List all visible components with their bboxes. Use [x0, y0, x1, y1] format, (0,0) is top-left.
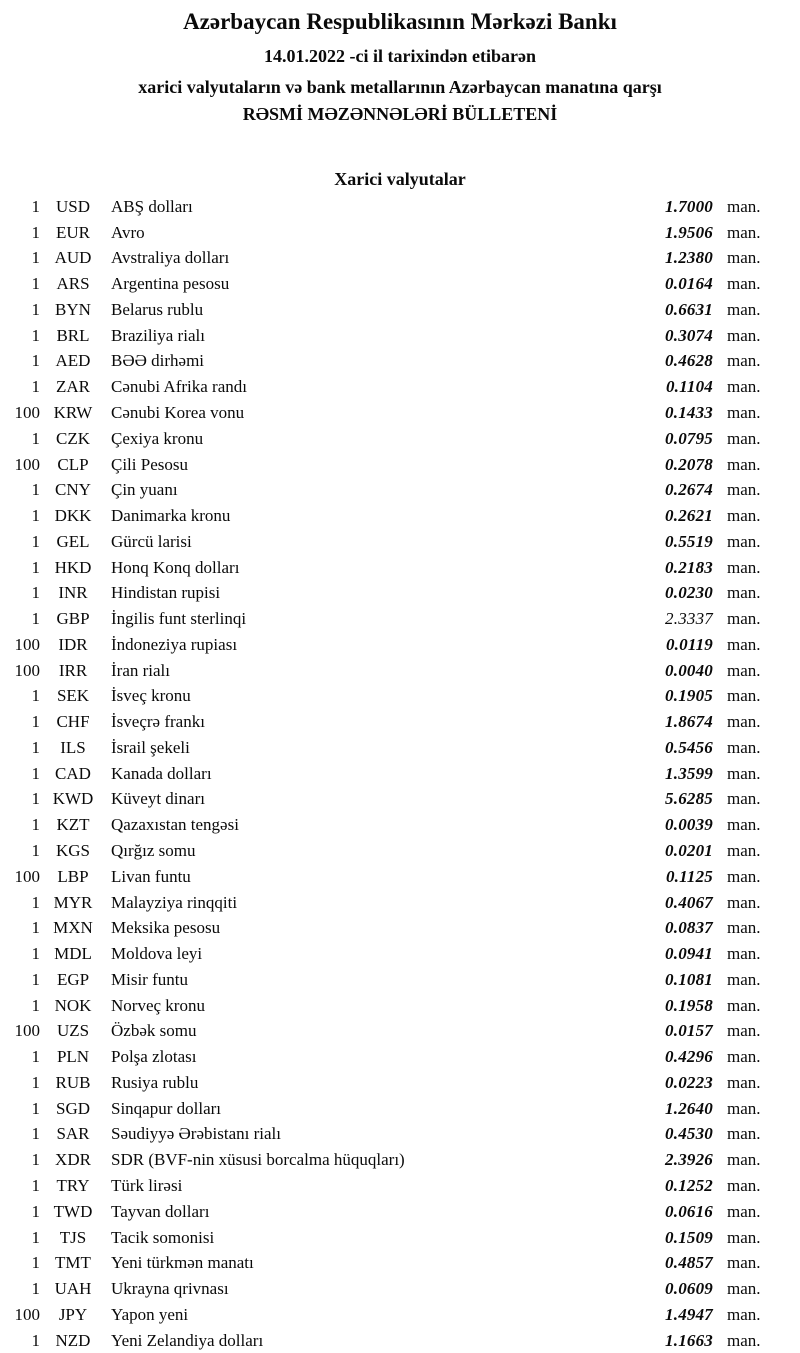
- rate-value: 0.1104: [665, 377, 713, 397]
- table-row: [0, 426, 800, 452]
- table-row: [0, 993, 800, 1019]
- currency-name: Misir funtu: [111, 969, 188, 989]
- quantity: 1: [31, 969, 40, 989]
- table-row: [0, 555, 800, 581]
- unit-label: man.: [727, 1175, 761, 1195]
- quantity: 1: [31, 1253, 40, 1273]
- quantity: 1: [31, 1047, 40, 1067]
- quantity: 1: [31, 506, 40, 526]
- currency-code: NOK: [54, 995, 92, 1015]
- currency-name: Belarus rublu: [111, 299, 204, 319]
- rate-value: 1.2640: [665, 1098, 713, 1118]
- unit-label: man.: [727, 480, 761, 500]
- rate-value: 0.5519: [665, 531, 713, 551]
- quantity: 1: [31, 428, 40, 448]
- quantity: 1: [31, 557, 40, 577]
- quantity: 1: [31, 1098, 40, 1118]
- rate-value: 0.2621: [665, 506, 713, 526]
- rate-value: 0.4857: [665, 1253, 713, 1273]
- currency-code: IDR: [58, 634, 88, 654]
- quantity: 1: [31, 248, 40, 268]
- quantity: 1: [31, 609, 40, 629]
- quantity: 100: [14, 454, 40, 474]
- currency-code: KRW: [53, 403, 93, 422]
- quantity: 100: [14, 634, 40, 654]
- currency-name: Livan funtu: [111, 866, 191, 886]
- quantity: 100: [14, 866, 40, 886]
- quantity: 1: [31, 995, 40, 1015]
- unit-label: man.: [727, 609, 761, 629]
- currency-code: TRY: [56, 1175, 90, 1195]
- currency-code: INR: [58, 583, 88, 603]
- currency-code: SAR: [56, 1124, 90, 1144]
- currency-code: USD: [55, 196, 90, 216]
- rate-value: 2.3337: [665, 609, 713, 629]
- currency-code: BRL: [56, 325, 90, 345]
- rate-value: 0.1905: [665, 686, 713, 706]
- currency-code: PLN: [56, 1047, 90, 1067]
- document-header: [0, 0, 800, 125]
- bulletin-title: RƏSMİ MƏZƏNNƏLƏRİ BÜLLETENİ: [242, 104, 558, 124]
- unit-label: man.: [727, 1072, 761, 1092]
- unit-label: man.: [727, 634, 761, 654]
- unit-label: man.: [727, 351, 761, 371]
- quantity: 1: [31, 892, 40, 912]
- quantity: 1: [31, 583, 40, 603]
- currency-code: UAH: [54, 1279, 92, 1299]
- quantity: 1: [31, 377, 40, 397]
- quantity: 1: [31, 274, 40, 294]
- table-row: [0, 967, 800, 993]
- quantity: 1: [31, 1279, 40, 1299]
- quantity: 1: [31, 196, 40, 216]
- currency-name: Küveyt dinarı: [111, 789, 205, 809]
- quantity: 1: [31, 1150, 40, 1170]
- rate-value: 0.5456: [665, 737, 713, 757]
- currency-name: Yeni türkmən manatı: [111, 1253, 254, 1273]
- currency-name: Cənubi Afrika randı: [111, 377, 247, 397]
- unit-label: man.: [727, 763, 761, 783]
- table-row: [0, 1147, 800, 1173]
- quantity: 1: [31, 480, 40, 500]
- unit-label: man.: [727, 737, 761, 757]
- rate-value: 0.0119: [665, 634, 713, 654]
- currency-code: KWD: [52, 789, 94, 809]
- unit-label: man.: [727, 531, 761, 551]
- quantity: 1: [31, 531, 40, 551]
- table-row: [0, 812, 800, 838]
- rate-value: 0.1252: [665, 1175, 713, 1195]
- quantity: 1: [31, 789, 40, 809]
- table-row: [0, 1199, 800, 1225]
- rate-value: 0.0837: [665, 918, 713, 938]
- currency-name: İsveç kronu: [111, 686, 191, 706]
- currency-code: UZS: [56, 1021, 90, 1041]
- unit-label: man.: [727, 1279, 761, 1299]
- currency-code: SGD: [55, 1098, 90, 1118]
- currency-name: İsrail şekeli: [111, 737, 190, 757]
- table-row: [0, 941, 800, 967]
- currency-code: XDR: [55, 1150, 91, 1170]
- unit-label: man.: [727, 1150, 761, 1170]
- unit-label: man.: [727, 403, 761, 422]
- currency-name: İndoneziya rupiası: [111, 634, 238, 654]
- table-row: [0, 529, 800, 555]
- unit-label: man.: [727, 299, 761, 319]
- currency-code: KGS: [55, 841, 90, 861]
- currency-name: Norveç kronu: [111, 995, 205, 1015]
- table-row: [0, 1044, 800, 1070]
- quantity: 1: [31, 1072, 40, 1092]
- rate-value: 5.6285: [665, 789, 713, 809]
- unit-label: man.: [727, 428, 761, 448]
- rate-value: 2.3926: [665, 1150, 713, 1170]
- unit-label: man.: [727, 1304, 761, 1324]
- currency-code: TJS: [59, 1227, 87, 1247]
- table-row: [0, 1328, 800, 1353]
- quantity: 1: [31, 351, 40, 371]
- rate-value: 0.3074: [665, 325, 713, 345]
- currency-code: CHF: [56, 712, 90, 732]
- quantity: 1: [31, 686, 40, 706]
- currency-name: Braziliya rialı: [111, 325, 205, 345]
- table-row: [0, 658, 800, 684]
- rate-value: 1.9506: [665, 222, 713, 242]
- unit-label: man.: [727, 1098, 761, 1118]
- unit-label: man.: [727, 325, 761, 345]
- rate-value: 0.0164: [665, 274, 713, 294]
- currency-name: Rusiya rublu: [111, 1072, 199, 1092]
- currency-code: HKD: [54, 557, 92, 577]
- currency-name: Yapon yeni: [111, 1304, 189, 1324]
- quantity: 1: [31, 325, 40, 345]
- currency-code: KZT: [56, 815, 90, 835]
- currency-code: SEK: [56, 686, 90, 706]
- table-row: [0, 580, 800, 606]
- quantity: 1: [31, 299, 40, 319]
- rate-value: 0.2183: [665, 557, 713, 577]
- currency-name: Özbək somu: [111, 1021, 197, 1041]
- table-row: [0, 452, 800, 478]
- table-row: [0, 503, 800, 529]
- currency-name: Gürcü larisi: [111, 531, 192, 551]
- currency-code: MYR: [53, 892, 93, 912]
- currency-code: GBP: [56, 609, 90, 629]
- unit-label: man.: [727, 1124, 761, 1144]
- rate-value: 0.1125: [665, 866, 713, 886]
- unit-label: man.: [727, 815, 761, 835]
- currency-code: JPY: [58, 1304, 88, 1324]
- rate-value: 0.4296: [665, 1047, 713, 1067]
- currency-code: EUR: [56, 222, 90, 242]
- currency-code: AED: [55, 351, 91, 371]
- currency-name: Meksika pesosu: [111, 918, 221, 938]
- rate-value: 0.4628: [665, 351, 713, 371]
- currency-code: TWD: [53, 1201, 93, 1221]
- rate-value: 0.0039: [665, 815, 713, 835]
- rate-value: 0.0223: [665, 1072, 713, 1092]
- table-row: [0, 864, 800, 890]
- unit-label: man.: [727, 841, 761, 861]
- unit-label: man.: [727, 557, 761, 577]
- currency-name: Türk lirəsi: [111, 1175, 183, 1195]
- unit-label: man.: [727, 866, 761, 886]
- table-row: [0, 1019, 800, 1045]
- currency-code: BYN: [55, 299, 91, 319]
- table-row: [0, 1276, 800, 1302]
- rate-value: 0.0201: [665, 841, 713, 861]
- table-row: [0, 709, 800, 735]
- currency-name: Çexiya kronu: [111, 428, 204, 448]
- currency-name: Polşa zlotası: [111, 1047, 197, 1067]
- unit-label: man.: [727, 248, 761, 268]
- unit-label: man.: [727, 995, 761, 1015]
- unit-label: man.: [727, 1201, 761, 1221]
- table-row: [0, 1225, 800, 1251]
- rate-value: 0.1958: [665, 995, 713, 1015]
- rate-value: 0.1081: [665, 969, 713, 989]
- unit-label: man.: [727, 712, 761, 732]
- table-row: [0, 606, 800, 632]
- rate-value: 0.4067: [665, 892, 713, 912]
- currency-name: SDR (BVF-nin xüsusi borcalma hüquqları): [111, 1150, 405, 1170]
- unit-label: man.: [727, 918, 761, 938]
- currency-name: Çili Pesosu: [111, 454, 188, 474]
- table-row: [0, 297, 800, 323]
- table-row: [0, 477, 800, 503]
- quantity: 1: [31, 1124, 40, 1144]
- rate-value: 0.0616: [665, 1201, 713, 1221]
- currency-code: EGP: [56, 969, 90, 989]
- currency-code: NZD: [55, 1330, 91, 1350]
- rate-value: 0.2078: [665, 454, 713, 474]
- unit-label: man.: [727, 969, 761, 989]
- rate-value: 1.8674: [665, 712, 713, 732]
- unit-label: man.: [727, 1047, 761, 1067]
- currency-name: İran rialı: [111, 660, 170, 680]
- currency-name: Səudiyyə Ərəbistanı rialı: [111, 1124, 281, 1144]
- table-row: [0, 194, 800, 220]
- rate-value: 0.2674: [665, 480, 713, 500]
- currency-name: İngilis funt sterlinqi: [111, 609, 247, 629]
- currency-name: Cənubi Korea vonu: [111, 403, 245, 422]
- table-row: [0, 323, 800, 349]
- quantity: 1: [31, 1330, 40, 1350]
- table-row: [0, 374, 800, 400]
- currency-name: Tacik somonisi: [111, 1227, 215, 1247]
- table-row: [0, 400, 800, 426]
- table-row: [0, 735, 800, 761]
- rate-value: 0.0230: [665, 583, 713, 603]
- table-row: [0, 1096, 800, 1122]
- unit-label: man.: [727, 686, 761, 706]
- currency-code: ZAR: [56, 377, 90, 397]
- unit-label: man.: [727, 377, 761, 397]
- table-row: [0, 838, 800, 864]
- table-row: [0, 1173, 800, 1199]
- currency-code: CLP: [57, 454, 89, 474]
- quantity: 1: [31, 1227, 40, 1247]
- currency-name: Avstraliya dolları: [111, 248, 230, 268]
- table-row: [0, 1122, 800, 1148]
- unit-label: man.: [727, 1253, 761, 1273]
- rate-value: 1.7000: [665, 196, 713, 216]
- table-row: [0, 220, 800, 246]
- quantity: 1: [31, 944, 40, 964]
- rate-value: 0.1509: [665, 1227, 713, 1247]
- currency-name: BƏƏ dirhəmi: [111, 351, 205, 371]
- quantity: 1: [31, 815, 40, 835]
- table-row: [0, 1250, 800, 1276]
- currency-code: LBP: [57, 866, 89, 886]
- rate-value: 0.0157: [665, 1021, 713, 1041]
- unit-label: man.: [727, 1330, 761, 1350]
- rate-value: 0.0609: [665, 1279, 713, 1299]
- quantity: 1: [31, 712, 40, 732]
- currency-name: ABŞ dolları: [111, 196, 193, 216]
- currency-name: Tayvan dolları: [111, 1201, 210, 1221]
- rate-value: 0.0941: [665, 944, 713, 964]
- subject-line: xarici valyutaların və bank metallarının Azərbaycan manatına qarşı: [138, 77, 662, 97]
- rate-value: 1.2380: [665, 248, 713, 268]
- unit-label: man.: [727, 1021, 761, 1041]
- unit-label: man.: [727, 583, 761, 603]
- currency-name: Honq Konq dolları: [111, 557, 240, 577]
- unit-label: man.: [727, 1227, 761, 1247]
- table-row: [0, 271, 800, 297]
- table-row: [0, 349, 800, 375]
- unit-label: man.: [727, 274, 761, 294]
- rate-value: 1.4947: [665, 1304, 713, 1324]
- rate-value: 0.6631: [665, 299, 713, 319]
- currency-code: GEL: [56, 531, 90, 551]
- currency-name: Yeni Zelandiya dolları: [111, 1330, 264, 1350]
- unit-label: man.: [727, 196, 761, 216]
- currency-code: MXN: [53, 918, 93, 938]
- bank-name: Azərbaycan Respublikasının Mərkəzi Bankı: [183, 9, 617, 34]
- currency-name: İsveçrə frankı: [111, 712, 205, 732]
- quantity: 100: [14, 403, 40, 422]
- currency-code: CNY: [55, 480, 91, 500]
- currency-name: Moldova leyi: [111, 944, 203, 964]
- currency-code: TMT: [55, 1253, 91, 1273]
- unit-label: man.: [727, 660, 761, 680]
- table-row: [0, 915, 800, 941]
- rate-value: 1.1663: [665, 1330, 713, 1350]
- quantity: 100: [14, 1021, 40, 1041]
- quantity: 1: [31, 763, 40, 783]
- quantity: 1: [31, 222, 40, 242]
- currency-name: Qırğız somu: [111, 841, 196, 861]
- currency-name: Kanada dolları: [111, 763, 212, 783]
- quantity: 1: [31, 841, 40, 861]
- currency-name: Hindistan rupisi: [111, 583, 221, 603]
- currency-code: CAD: [55, 763, 91, 783]
- currency-name: Çin yuanı: [111, 480, 178, 500]
- currency-code: IRR: [58, 660, 88, 680]
- rate-value: 0.1433: [665, 403, 713, 422]
- currency-code: AUD: [54, 248, 92, 268]
- currency-name: Ukrayna qrivnası: [111, 1279, 229, 1299]
- rate-value: 0.0795: [665, 428, 713, 448]
- quantity: 100: [14, 1304, 40, 1324]
- unit-label: man.: [727, 892, 761, 912]
- date-line: 14.01.2022 -ci il tarixindən etibarən: [264, 46, 536, 66]
- currency-code: MDL: [54, 944, 92, 964]
- table-row: [0, 1302, 800, 1328]
- quantity: 1: [31, 1175, 40, 1195]
- unit-label: man.: [727, 944, 761, 964]
- table-row: [0, 890, 800, 916]
- table-row: [0, 246, 800, 272]
- currency-name: Qazaxıstan tengəsi: [111, 815, 239, 835]
- rate-value: 1.3599: [665, 763, 713, 783]
- table-row: [0, 684, 800, 710]
- quantity: 1: [31, 1201, 40, 1221]
- currency-name: Argentina pesosu: [111, 274, 230, 294]
- rates-table: [0, 194, 800, 1353]
- currency-code: DKK: [54, 506, 92, 526]
- quantity: 100: [14, 660, 40, 680]
- currency-name: Sinqapur dolları: [111, 1098, 222, 1118]
- currency-code: ILS: [60, 737, 86, 757]
- currency-name: Avro: [111, 222, 145, 242]
- currency-name: Malayziya rinqqiti: [111, 892, 238, 912]
- section-title: Xarici valyutalar: [334, 169, 466, 189]
- quantity: 1: [31, 918, 40, 938]
- unit-label: man.: [727, 506, 761, 526]
- table-row: [0, 1070, 800, 1096]
- table-row: [0, 761, 800, 787]
- rate-value: 0.4530: [665, 1124, 713, 1144]
- table-row: [0, 787, 800, 813]
- table-row: [0, 632, 800, 658]
- currency-name: Danimarka kronu: [111, 506, 231, 526]
- currency-code: RUB: [55, 1072, 91, 1092]
- unit-label: man.: [727, 222, 761, 242]
- quantity: 1: [31, 737, 40, 757]
- rate-value: 0.0040: [665, 660, 713, 680]
- currency-code: CZK: [56, 428, 90, 448]
- unit-label: man.: [727, 789, 761, 809]
- unit-label: man.: [727, 454, 761, 474]
- currency-code: ARS: [56, 274, 90, 294]
